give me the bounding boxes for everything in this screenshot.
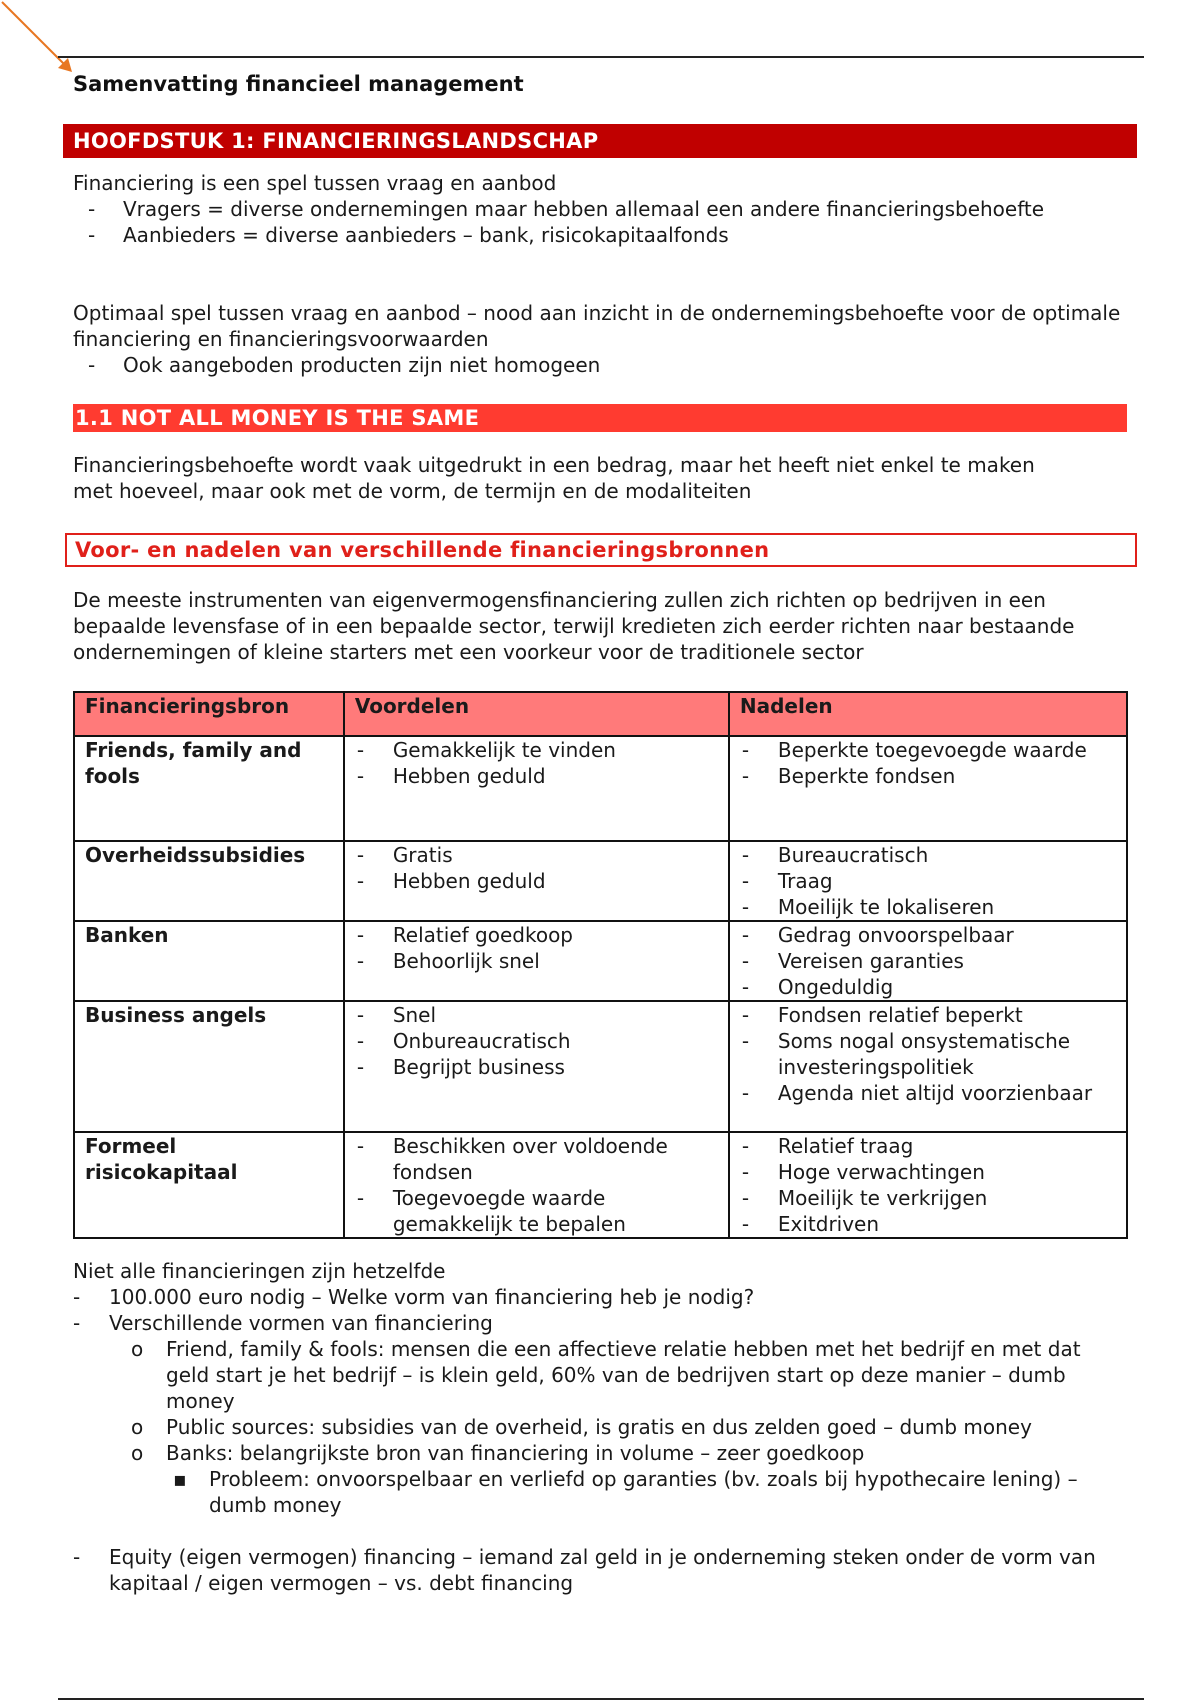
table-header: Financieringsbron (74, 692, 344, 736)
pros-cell (344, 736, 729, 841)
list-item: - Equity (eigen vermogen) financing – iemand zal geld in je onderneming steken onder de vorm van kapitaal / eigen vermogen – vs. debt financing (73, 1544, 1103, 1596)
list-item: - Aanbieders = diverse aanbieders – bank, risicokapitaalfonds (73, 222, 1133, 248)
chapter-heading: HOOFDSTUK 1: FINANCIERINGSLANDSCHAP (63, 124, 1137, 158)
top-rule (58, 56, 1144, 58)
cons-cell (729, 841, 1127, 921)
financing-sources-table (73, 691, 1128, 1239)
notes-block (73, 1258, 1103, 1596)
source-cell: Business angels (74, 1001, 344, 1132)
con-item: - Beperkte toegevoegde waarde (740, 737, 1116, 763)
pro-item: - Hebben geduld (355, 868, 718, 894)
pro-item: - Gemakkelijk te vinden (355, 737, 718, 763)
pro-item: - Begrijpt business (355, 1054, 718, 1080)
subsection-intro-block (73, 587, 1135, 665)
sub-list-item: o Public sources: subsidies van de overheid, is gratis en dus zelden goed – dumb money (73, 1414, 1103, 1440)
source-cell: Overheidssubsidies (74, 841, 344, 921)
table-header: Voordelen (344, 692, 729, 736)
source-cell: Banken (74, 921, 344, 1001)
source-cell: Friends, family and fools (74, 736, 344, 841)
corner-arrow-icon (0, 0, 80, 80)
source-cell: Formeel risicokapitaal (74, 1132, 344, 1238)
con-item: - Vereisen garanties (740, 948, 1116, 974)
document-title: Samenvatting financieel management (73, 72, 524, 96)
sub-list-item: o Banks: belangrijkste bron van financiering in volume – zeer goedkoop (73, 1440, 1103, 1466)
subsection-heading: Voor- en nadelen van verschillende financieringsbronnen (65, 533, 1137, 567)
con-item: - Agenda niet altijd voorzienbaar (740, 1080, 1116, 1106)
table-row (74, 1001, 1127, 1132)
cons-cell (729, 1132, 1127, 1238)
section-heading: 1.1 NOT ALL MONEY IS THE SAME (73, 404, 1127, 432)
pros-cell (344, 1001, 729, 1132)
con-item: - Traag (740, 868, 1116, 894)
spacer (73, 1518, 1103, 1544)
con-item: - Hoge verwachtingen (740, 1159, 1116, 1185)
con-item: - Gedrag onvoorspelbaar (740, 922, 1116, 948)
pro-item: - Beschikken over voldoende fondsen (355, 1133, 718, 1185)
pros-cell (344, 1132, 729, 1238)
pro-item: - Snel (355, 1002, 718, 1028)
con-item: - Fondsen relatief beperkt (740, 1002, 1116, 1028)
pros-cell (344, 841, 729, 921)
table-row (74, 1132, 1127, 1238)
list-item: - 100.000 euro nodig – Welke vorm van financiering heb je nodig? (73, 1284, 1103, 1310)
list-item: - Verschillende vormen van financiering (73, 1310, 1103, 1336)
intro-block (73, 170, 1133, 248)
table-row (74, 921, 1127, 1001)
section-intro: Financieringsbehoefte wordt vaak uitgedrukt in een bedrag, maar het heeft niet enkel te maken met hoeveel, maar ook met de vorm, de termijn en de modaliteiten (73, 453, 1035, 503)
table-header: Nadelen (729, 692, 1127, 736)
pro-item: - Gratis (355, 842, 718, 868)
optimal-lead: Optimaal spel tussen vraag en aanbod – nood aan inzicht in de ondernemingsbehoefte voor de optimale financiering en financieringsvoorwaarden (73, 301, 1121, 351)
con-item: - Bureaucratisch (740, 842, 1116, 868)
sub-sub-list-item: ▪ Probleem: onvoorspelbaar en verliefd op garanties (bv. zoals bij hypothecaire lening) – dumb money (73, 1466, 1103, 1518)
con-item: - Soms nogal onsystematische investeringspolitiek (740, 1028, 1116, 1080)
table-row (74, 736, 1127, 841)
con-item: - Ongeduldig (740, 974, 1116, 1000)
pro-item: - Relatief goedkoop (355, 922, 718, 948)
con-item: - Moeilijk te verkrijgen (740, 1185, 1116, 1211)
cons-cell (729, 921, 1127, 1001)
table-header-row (74, 692, 1127, 736)
sub-list-item: o Friend, family & fools: mensen die een affectieve relatie hebben met het bedrijf en met dat geld start je het bedrijf – is klein geld, 60% van de bedrijven start op deze manier – dumb money (73, 1336, 1103, 1414)
con-item: - Relatief traag (740, 1133, 1116, 1159)
pro-item: - Toegevoegde waarde gemakkelijk te bepalen (355, 1185, 718, 1237)
table-row (74, 841, 1127, 921)
cons-cell (729, 1001, 1127, 1132)
subsection-intro: De meeste instrumenten van eigenvermogensfinanciering zullen zich richten op bedrijven in een bepaalde levensfase of in een bepaalde sector, terwijl kredieten zich eerder richten naar bestaande ondernemingen of kleine starters met een voorkeur voor de traditionele sector (73, 588, 1075, 664)
con-item: - Moeilijk te lokaliseren (740, 894, 1116, 920)
pro-item: - Onbureaucratisch (355, 1028, 718, 1054)
section-intro-block (73, 452, 1073, 504)
notes-lead: Niet alle financieringen zijn hetzelfde (73, 1259, 446, 1283)
pro-item: - Behoorlijk snel (355, 948, 718, 974)
con-item: - Exitdriven (740, 1211, 1116, 1237)
pro-item: - Hebben geduld (355, 763, 718, 789)
list-item: - Vragers = diverse ondernemingen maar hebben allemaal een andere financieringsbehoefte (73, 196, 1133, 222)
pros-cell (344, 921, 729, 1001)
cons-cell (729, 736, 1127, 841)
intro-lead: Financiering is een spel tussen vraag en aanbod (73, 171, 557, 195)
con-item: - Beperkte fondsen (740, 763, 1116, 789)
list-item: - Ook aangeboden producten zijn niet homogeen (73, 352, 1133, 378)
optimal-block (73, 300, 1133, 378)
